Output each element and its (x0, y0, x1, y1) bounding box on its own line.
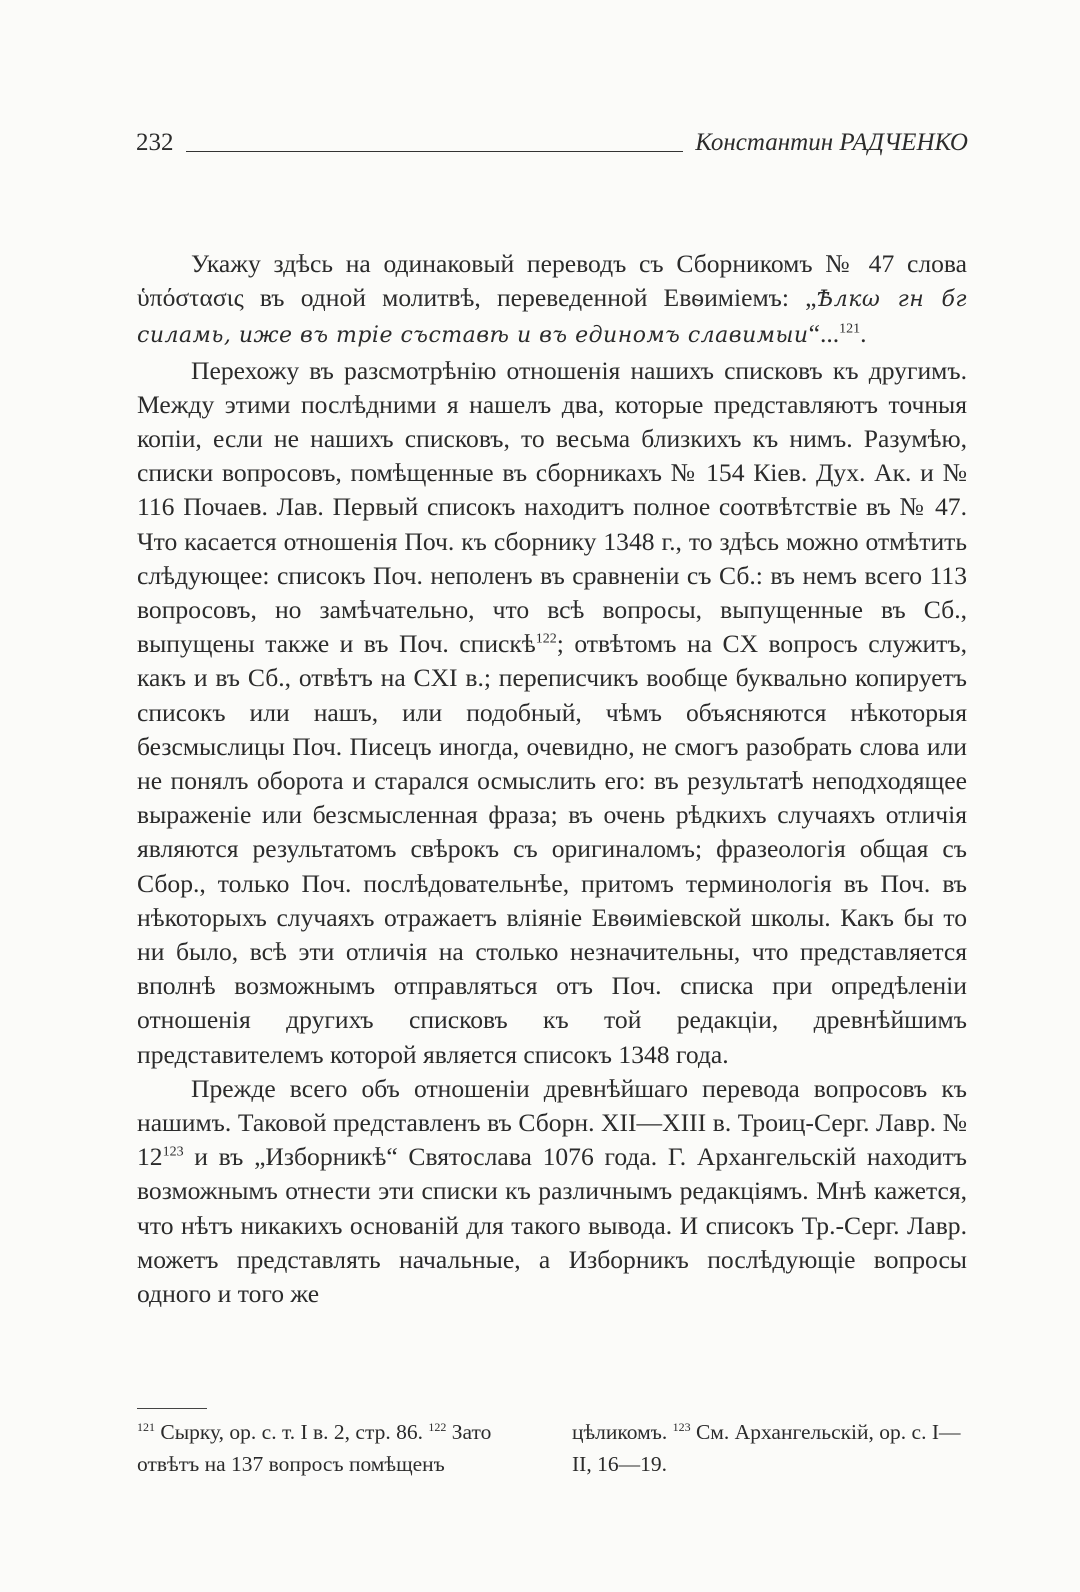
page-header (136, 118, 968, 158)
paragraph-text: и въ „Изборникѣ“ Святослава 1076 года. Г. Архангельскій находитъ возможнымъ отнести эти списки къ различнымъ редакціямъ. Мнѣ кажется, что нѣтъ никакихъ основаній для такого вывода. И списокъ Тр.-Серг. Лавр. можетъ представлять начальные, а Изборникъ послѣдующіе вопросы одного и того же (137, 1142, 967, 1309)
footnote-number: 123 (672, 1419, 691, 1434)
paragraph-text: ; отвѣтомъ на CX вопросъ служитъ, какъ и въ Сб., отвѣтъ на CXI в.; переписчикъ вообще буквально копируетъ списокъ или нашъ, или подобный, чѣмъ объясняются нѣкоторыя безсмыслицы Поч. Писецъ иногда, очевидно, не смогъ разобрать слова или не понялъ оборота и старался осмыслить его: въ результатѣ неподходящее выраженіе или безсмысленная фраза; въ очень рѣдкихъ случаяхъ отличія являются результатомъ свѣрокъ съ оригиналомъ; фразеологія общая съ Сбор., только Поч. послѣдовательнѣе, притомъ терминологія въ Поч. въ нѣкоторыхъ случаяхъ отражаетъ вліяніе Евѳиміевской школы. Какъ бы то ни было, всѣ эти отличія на столько незначительны, что представляется вполнѣ возможнымъ отправляться отъ Поч. списка при опредѣленіи отношенія другихъ списковъ къ той редакціи, древнѣйшимъ представителемъ которой является списокъ 1348 года. (137, 629, 967, 1069)
header-rule (186, 151, 684, 152)
footnote-text: Сырку, op. c. т. I в. 2, стр. 86. (155, 1420, 429, 1444)
footnote-ref[interactable]: 123 (162, 1144, 184, 1160)
footnote-number: 122 (428, 1419, 447, 1434)
footnote-text: Зато отвѣтъ на 137 вопросъ помѣщенъ цѣликомъ. (137, 1420, 673, 1476)
paragraph-3 (137, 1072, 967, 1311)
body-text (137, 247, 967, 1311)
paragraph-text: “... (808, 319, 840, 349)
church-slavonic-quote: Ѣлкω гн бг силамь, иже въ тріе съставѣ и въ единомъ славимыи (137, 287, 967, 349)
paragraph-1 (137, 247, 967, 354)
footnote-divider (137, 1408, 207, 1409)
running-head: Константин РАДЧЕНКО (695, 129, 968, 156)
paragraph-2 (137, 354, 967, 1072)
footnote-ref[interactable]: 122 (535, 631, 557, 647)
footnote-ref[interactable]: 121 (839, 321, 861, 337)
page-number: 232 (136, 129, 174, 156)
paragraph-text: Укажу здѣсь на одинаковый переводъ съ Сборникомъ № 47 слова ὑπόστασις въ одной молитвѣ, переведенной Евѳиміемъ: „ (137, 249, 967, 313)
paragraph-text: Перехожу въ разсмотрѣнію отношенія нашихъ списковъ къ другимъ. Между этими послѣдними я нашелъ два, которые представляютъ точныя копіи, если не нашихъ списковъ, то весьма близкихъ къ нимъ. Разумѣю, списки вопросовъ, помѣщенные въ сборникахъ № 154 Кіев. Дух. Ак. и № 116 Почаев. Лав. Первый списокъ находитъ полное соотвѣтствіе въ № 47. Что касается отношенія Поч. къ сборнику 1348 г., то здѣсь можно отмѣтить слѣдующее: списокъ Поч. неполенъ въ сравненіи съ Сб.: въ немъ всего 113 вопросовъ, но замѣчательно, что всѣ вопросы, выпущенные въ Сб., выпущены также и въ Поч. спискѣ (137, 355, 967, 659)
footnotes (137, 1416, 967, 1480)
footnote-text: См. Архангельскій, op. c. I—II, 16—19. (572, 1420, 961, 1476)
paragraph-text: Прежде всего объ отношеніи древнѣйшаго перевода вопросовъ къ нашимъ. Таковой представленъ въ Сборн. XII—XIII в. Троиц-Серг. Лавр. № 12 (137, 1073, 967, 1172)
paragraph-text: . (860, 319, 867, 349)
footnote-number: 121 (137, 1419, 155, 1434)
